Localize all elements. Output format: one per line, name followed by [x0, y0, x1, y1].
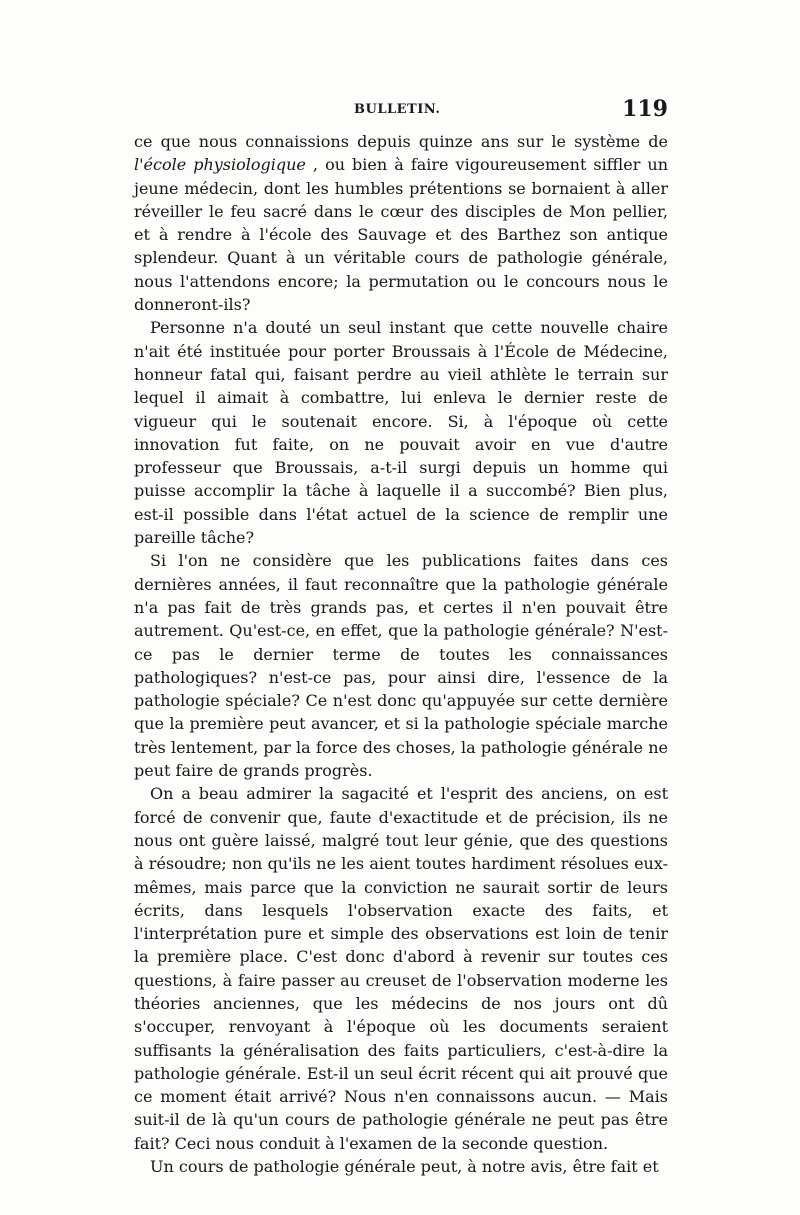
paragraph: [134, 130, 668, 316]
paragraph: Un cours de pathologie générale peut, à notre avis, être fait et: [150, 1157, 659, 1177]
paragraph: Si l'on ne considère que les publications faites dans ces dernières années, il faut reconnaître que la pathologie générale n'a pas fait de très grands pas, et certes il n'en pouvait être autrement. Qu'est-ce, en effet, que la pathologie générale? N'est-ce pas le dernier terme de toutes les connaissances pathologiques? n'est-ce pas, pour ainsi dire, l'essence de la pathologie spéciale? Ce n'est donc qu'appuyée sur cette dernière que la première peut avancer, et si la pathologie spéciale marche très lentement, par la force des choses, la pathologie générale ne peut faire de grands progrès.: [134, 551, 668, 781]
page-header: [134, 96, 668, 126]
paragraph-text: ce que nous connaissions depuis quinze ans sur le système de: [134, 132, 668, 151]
running-title: BULLETIN.: [354, 102, 441, 117]
page-number: 119: [622, 96, 668, 122]
paragraph: On a beau admirer la sagacité et l'esprit des anciens, on est forcé de convenir que, faute d'exactitude et de précision, ils ne nous ont guère laissé, malgré tout leur génie, que des questions à résoudre; non qu'ils ne les aient toutes hardiment résolues eux-mêmes, mais parce que la conviction ne saurait sortir de leurs écrits, dans lesquels l'observation exacte des faits, et l'interprétation pure et simple des observations est loin de tenir la première place. C'est donc d'abord à revenir sur toutes ces questions, à faire passer au creuset de l'observation moderne les théories anciennes, que les médecins de nos jours ont dû s'occuper, renvoyant à l'époque où les documents seraient suffisants la généralisation des faits particuliers, c'est-à-dire la pathologie générale. Est-il un seul écrit récent qui ait prouvé que ce moment était arrivé? Nous n'en connaissons aucun. — Mais suit-il de là qu'un cours de pathologie générale ne peut pas être fait? Ceci nous conduit à l'examen de la seconde question.: [134, 784, 668, 1153]
paragraph-text: , ou bien à faire vigoureusement siffler un jeune médecin, dont les humbles prétentions se bornaient à aller réveiller le feu sacré dans le cœur des disciples de Mon pellier, et à rendre à l'école des Sauvage et des Barthez son antique splendeur. Quant à un véritable cours de pathologie générale, nous l'attendons encore; la permutation ou le concours nous le donneront-ils?: [134, 155, 669, 315]
italic-title: l'école physiologique: [134, 155, 306, 175]
paragraph: Personne n'a douté un seul instant que cette nouvelle chaire n'ait été instituée pour porter Broussais à l'École de Médecine, honneur fatal qui, faisant perdre au vieil athlète le terrain sur lequel il aimait à combattre, lui enleva le dernier reste de vigueur qui le soutenait encore. Si, à l'époque où cette innovation fut faite, on ne pouvait avoir en vue d'autre professeur que Broussais, a-t-il surgi depuis un homme qui puisse accomplir la tâche à laquelle il a succombé? Bien plus, est-il possible dans l'état actuel de la science de remplir une pareille tâche?: [134, 318, 668, 548]
body-text: [134, 130, 668, 1178]
